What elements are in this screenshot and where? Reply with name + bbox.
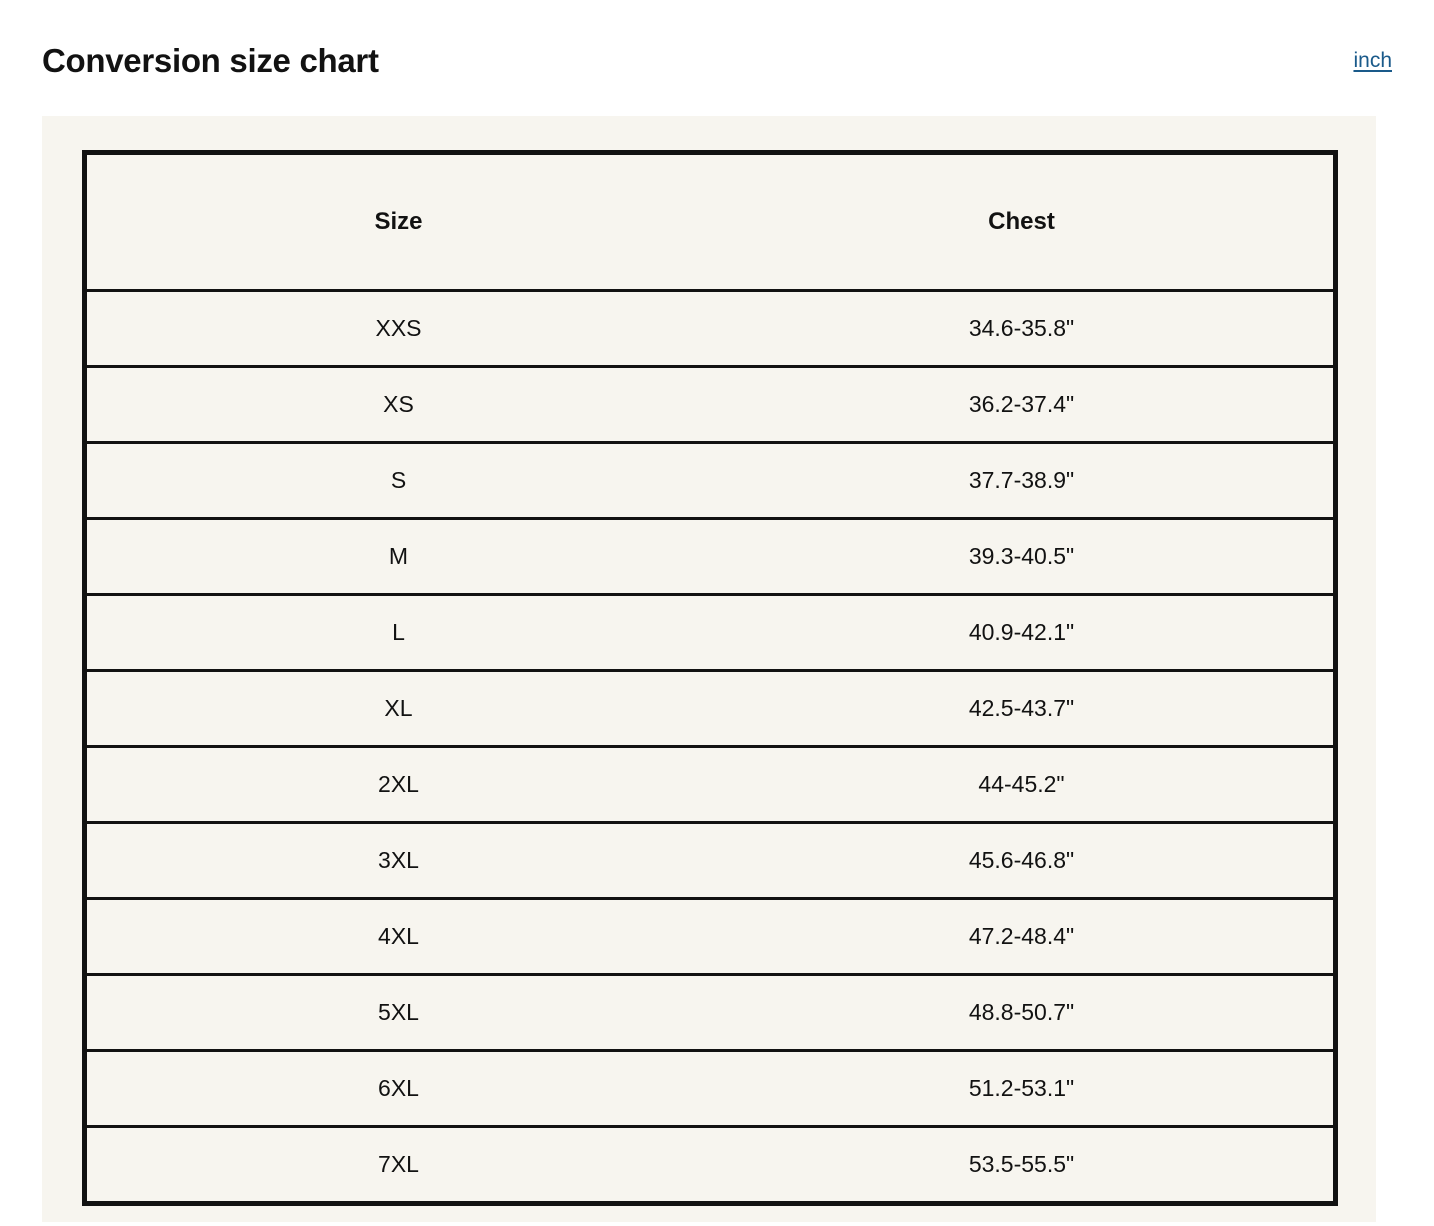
column-header-size: Size: [87, 155, 710, 291]
cell-size: 3XL: [87, 823, 710, 899]
cell-chest: 48.8-50.7": [710, 975, 1333, 1051]
table-row: [87, 975, 1333, 1051]
table-head: [87, 155, 1333, 291]
cell-chest: 53.5-55.5": [968, 1151, 1075, 1177]
cell-size: S: [87, 443, 710, 519]
table-row: [87, 671, 1333, 747]
size-chart-table-container: [82, 150, 1338, 1206]
page-title: Conversion size chart: [42, 42, 379, 80]
cell-chest: 44-45.2": [710, 747, 1333, 823]
table-row: [87, 291, 1333, 367]
cell-chest: 47.2-48.4": [710, 899, 1333, 975]
cell-size: XL: [87, 671, 710, 747]
table-header-row: [87, 155, 1333, 291]
table-row: [87, 747, 1333, 823]
cell-size: XXS: [87, 291, 710, 367]
table-body: [87, 291, 1333, 1202]
table-row: [87, 519, 1333, 595]
cell-size: L: [87, 595, 710, 671]
cell-chest: 51.2-53.1": [710, 1051, 1333, 1127]
size-chart-table: [87, 155, 1333, 1201]
page-header: [42, 30, 1392, 92]
cell-size: 2XL: [87, 747, 710, 823]
unit-toggle-link[interactable]: inch: [1353, 49, 1392, 72]
cell-size: XS: [87, 367, 710, 443]
cell-chest: 39.3-40.5": [710, 519, 1333, 595]
table-row: [87, 1127, 1333, 1202]
table-row: [87, 367, 1333, 443]
size-chart-panel: [42, 116, 1376, 1222]
column-header-chest: Chest: [710, 155, 1333, 291]
cell-size: 5XL: [87, 975, 710, 1051]
table-row: [87, 1051, 1333, 1127]
cell-chest: 40.9-42.1": [710, 595, 1333, 671]
table-row: [87, 443, 1333, 519]
cell-size: 7XL: [378, 1151, 419, 1177]
cell-size: 6XL: [87, 1051, 710, 1127]
cell-chest: 42.5-43.7": [710, 671, 1333, 747]
cell-chest: 36.2-37.4": [710, 367, 1333, 443]
cell-chest: 37.7-38.9": [710, 443, 1333, 519]
cell-size: 4XL: [87, 899, 710, 975]
table-row: [87, 595, 1333, 671]
cell-chest: 34.6-35.8": [710, 291, 1333, 367]
table-row: [87, 899, 1333, 975]
cell-size: M: [87, 519, 710, 595]
cell-chest: 45.6-46.8": [710, 823, 1333, 899]
table-row: [87, 823, 1333, 899]
